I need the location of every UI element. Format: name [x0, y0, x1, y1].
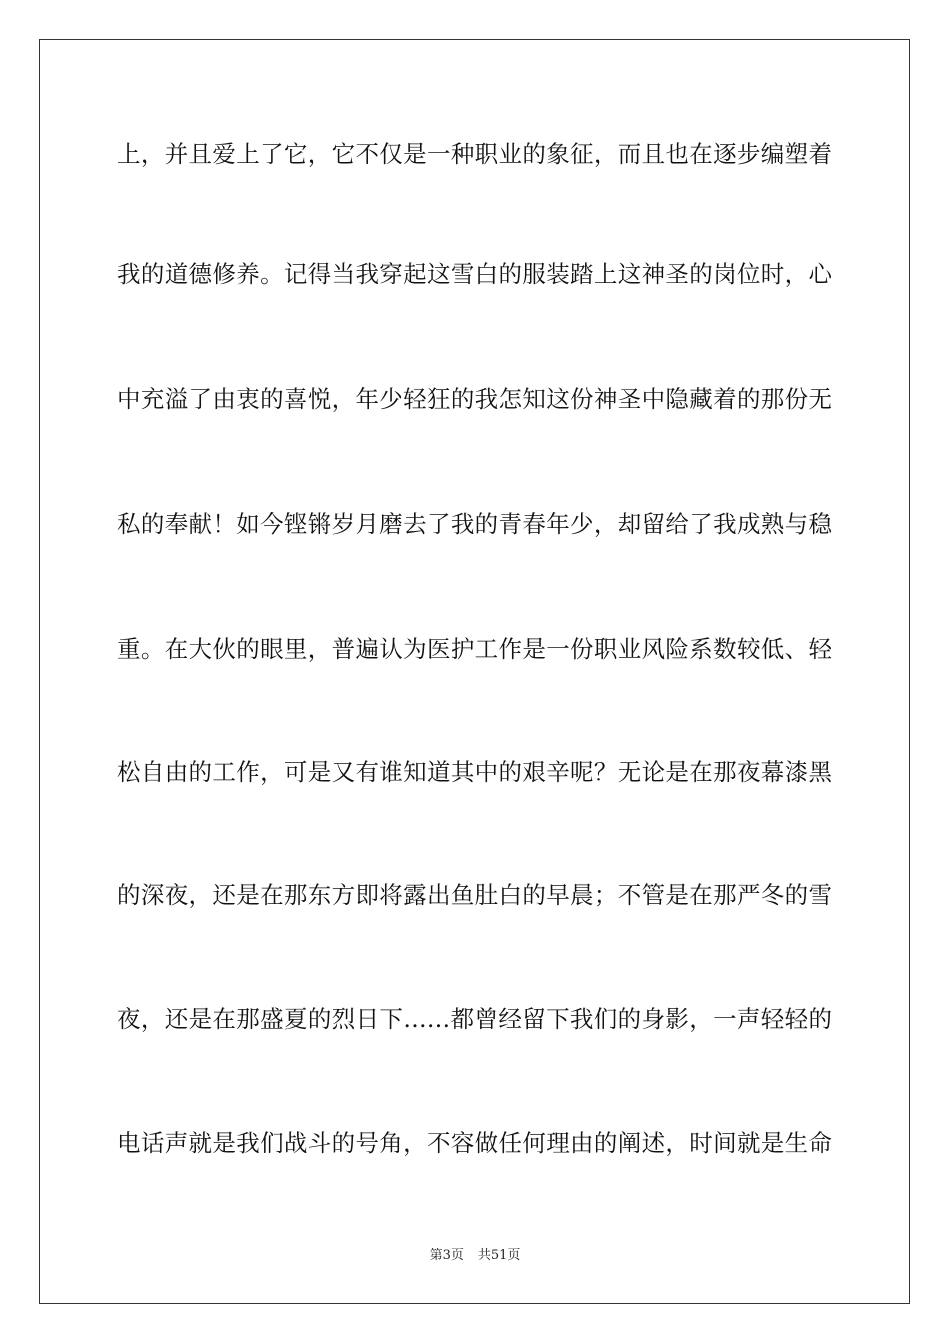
text-line: 的深夜，还是在那东方即将露出鱼肚白的早晨；不管是在那严冬的雪: [117, 881, 832, 909]
text-line: 中充溢了由衷的喜悦，年少轻狂的我怎知这份神圣中隐藏着的那份无: [117, 385, 832, 413]
text-line: 夜，还是在那盛夏的烈日下……都曾经留下我们的身影，一声轻轻的: [117, 1005, 832, 1033]
text-line: 上，并且爱上了它，它不仅是一种职业的象征，而且也在逐步编塑着: [117, 140, 832, 168]
text-line: 松自由的工作，可是又有谁知道其中的艰辛呢？无论是在那夜幕漆黑: [117, 758, 832, 786]
text-line: 电话声就是我们战斗的号角，不容做任何理由的阐述，时间就是生命: [117, 1129, 832, 1157]
page-border: [39, 39, 910, 1304]
text-line: 重。在大伙的眼里，普遍认为医护工作是一份职业风险系数较低、轻: [117, 635, 832, 663]
page-footer: [0, 1247, 950, 1265]
text-line: 我的道德修养。记得当我穿起这雪白的服装踏上这神圣的岗位时，心: [117, 260, 832, 288]
page-total: 共51页: [477, 1248, 521, 1263]
page-number: 第3页: [429, 1248, 464, 1263]
text-line: 私的奉献！如今铿锵岁月磨去了我的青春年少，却留给了我成熟与稳: [117, 510, 832, 538]
